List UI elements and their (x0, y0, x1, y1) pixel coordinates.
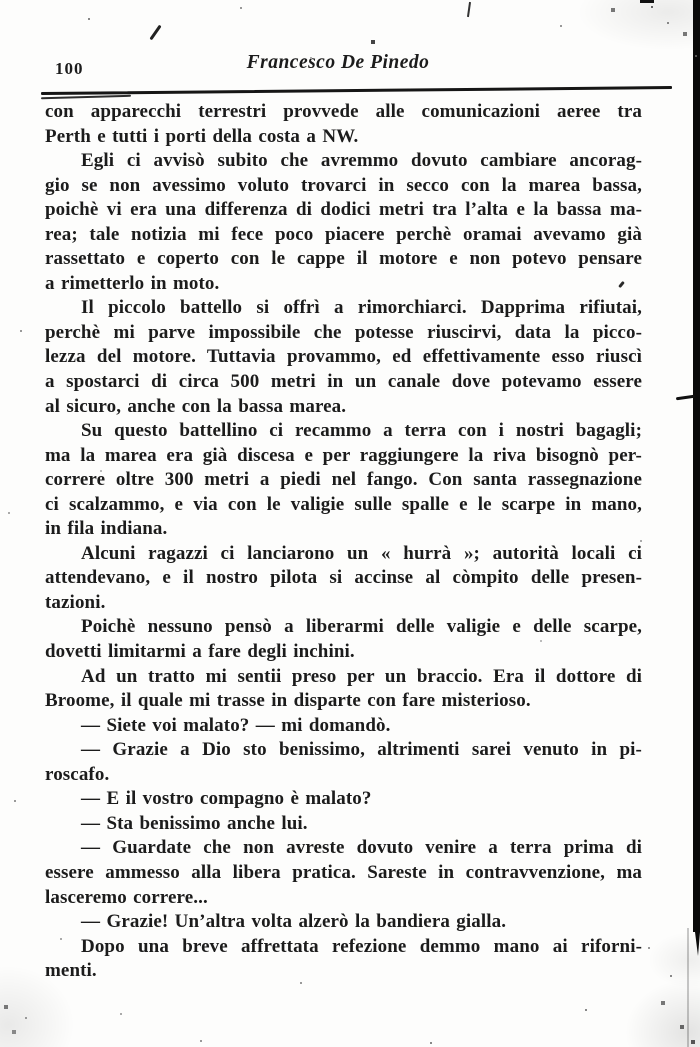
text-line: essere ammesso alla libera pratica. Sareste in contravvenzione, ma (45, 861, 642, 883)
text-line: — Grazie! Un’altra volta alzerò la bandiera gialla. (81, 911, 507, 933)
text-line: al sicuro, anche con la bassa marea. (45, 395, 347, 417)
text-line: menti. (45, 960, 97, 982)
paragraph (45, 812, 642, 837)
paragraph (45, 542, 642, 616)
running-header-title: Francesco De Pinedo (246, 52, 430, 73)
text-line: correre oltre 300 metri a piedi nel fango. Con santa rassegnazione (45, 469, 642, 491)
text-line: dovetti limitarmi a fare degli inchini. (45, 641, 355, 663)
text-line: Broome, il quale mi trasse in disparte con fare misterioso. (45, 690, 531, 712)
text-line: a rimetterlo in moto. (45, 272, 220, 294)
header-rule (41, 86, 672, 95)
text-line: — Sta benissimo anche lui. (81, 812, 308, 834)
page-body (45, 100, 642, 984)
text-line: — Grazie a Dio sto benissimo, altrimenti sarei venuto in pi- (81, 739, 642, 761)
paragraph (45, 738, 642, 787)
text-line: poichè vi era una differenza di dodici metri tra l’alta e la bassa ma- (45, 199, 642, 221)
scan-artifact-diagonal-stroke (149, 25, 161, 41)
paragraph (45, 665, 642, 714)
text-line: Dopo una breve affrettata refezione demmo mano ai riforni- (81, 935, 642, 957)
paragraph (45, 615, 642, 664)
text-line: Il piccolo battello si offrì a rimorchiarci. Dapprima rifiutai, (81, 297, 642, 319)
text-line: rassettato e coperto con le cappe il motore e non potevo pensare (45, 248, 642, 270)
text-line: — Guardate che non avreste dovuto venire a terra prima di (81, 837, 642, 859)
text-line: perchè mi parve impossibile che potesse riuscirvi, data la picco- (45, 321, 642, 343)
text-line: — E il vostro compagno è malato? (81, 788, 372, 810)
text-line: ci scalzammo, e via con le valigie sulle spalle e le scarpe in mano, (45, 493, 642, 515)
paragraph (45, 910, 642, 935)
text-line: Egli ci avvisò subito che avremmo dovuto cambiare ancorag- (81, 150, 642, 172)
paragraph (45, 935, 642, 984)
paragraph (45, 787, 642, 812)
text-line: attendevano, e il nostro pilota si accinse al còmpito delle presen- (45, 567, 642, 589)
paragraph (45, 836, 642, 910)
text-line: a spostarci di circa 500 metri in un canale dove potevamo essere (45, 371, 642, 393)
paragraph (45, 296, 642, 419)
paragraph (45, 714, 642, 739)
text-line: in fila indiana. (45, 518, 168, 540)
text-line: Su questo battellino ci recammo a terra con i nostri bagagli; (81, 420, 642, 442)
page-number: 100 (55, 59, 84, 78)
text-line: lasceremo correre... (45, 886, 208, 908)
scan-noise-specks (0, 0, 2, 2)
header-rule-double-stroke (41, 95, 131, 100)
paragraph (45, 100, 642, 149)
text-line: Perth e tutti i porti della costa a NW. (45, 125, 359, 147)
scan-edge-shadow (693, 0, 700, 932)
text-line: Alcuni ragazzi ci lanciarono un « hurrà »; autorità locali ci (81, 542, 642, 564)
text-line: Ad un tratto mi sentii preso per un braccio. Era il dottore di (81, 665, 642, 687)
text-line: Poichè nessuno pensò a liberarmi delle valigie e delle scarpe, (81, 616, 642, 638)
paragraph (45, 419, 642, 542)
text-line: — Siete voi malato? — mi domandò. (81, 714, 391, 736)
scan-edge-faint-line (687, 928, 689, 1047)
paragraph (45, 149, 642, 296)
scan-artifact-vertical-tick (467, 2, 471, 17)
text-line: rea; tale notizia mi fece poco piacere perchè oramai avevamo già (45, 223, 642, 245)
text-line: ma la marea era già discesa e per raggiungere la riva bisognò per- (45, 444, 642, 466)
text-line: gio se non avessimo voluto trovarci in secco con la marea bassa, (45, 174, 642, 196)
text-line: con apparecchi terrestri provvede alle comunicazioni aeree tra (45, 101, 642, 122)
text-line: roscafo. (45, 763, 110, 785)
scan-artifact-top-dash (640, 0, 654, 3)
text-line: tazioni. (45, 591, 106, 613)
text-line: lezza del motore. Tuttavia provammo, ed effettivamente esso riuscì (45, 346, 642, 368)
